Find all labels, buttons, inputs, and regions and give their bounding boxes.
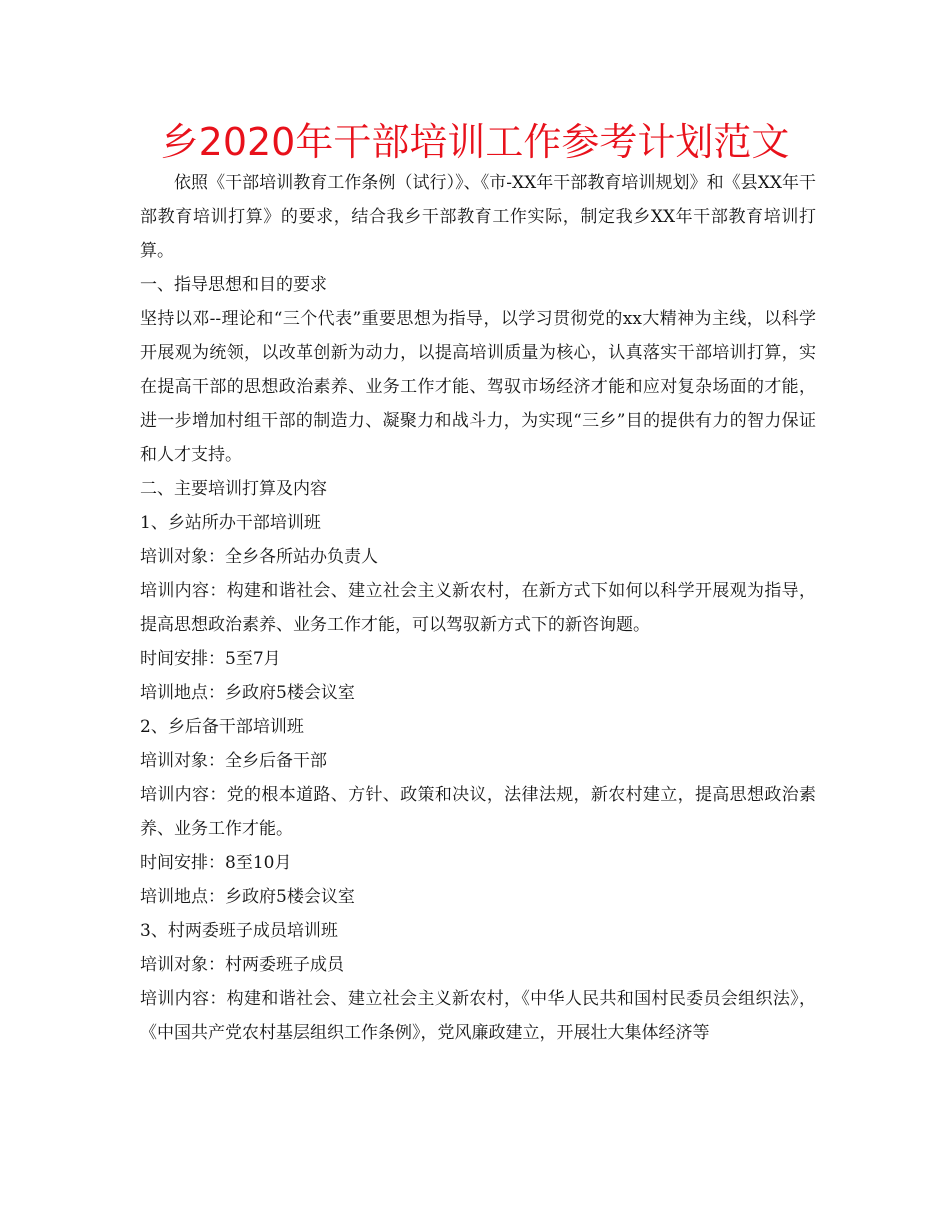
guiding-thought-paragraph: 坚持以邓--理论和“三个代表”重要思想为指导，以学习贯彻党的xx大精神为主线，以科学开展观为统领，以改革创新为动力，以提高培训质量为核心，认真落实干部培训打算，实在提高干部的思想政治素养、业务工作才能、驾驭市场经济才能和应对复杂场面的才能，进一步增加村组干部的制造力、凝聚力和战斗力，为实现“三乡”目的提供有力的智力保证和人才支持。 bbox=[140, 309, 816, 465]
intro-paragraph: 依照《干部培训教育工作条例（试行）》、《市-XX年干部教育培训规划》和《县XX年干部教育培训打算》的要求，结合我乡干部教育工作实际，制定我乡XX年干部教育培训打算。 bbox=[140, 173, 816, 261]
subheading-station-cadre-class: 1、乡站所办干部培训班 bbox=[140, 513, 321, 533]
section-heading-training-plan: 二、主要培训打算及内容 bbox=[140, 479, 327, 499]
training-target-line: 培训对象：村两委班子成员 bbox=[140, 955, 344, 975]
training-target-line: 培训对象：全乡各所站办负责人 bbox=[140, 547, 378, 567]
training-location-line: 培训地点：乡政府5楼会议室 bbox=[140, 683, 355, 703]
training-content-paragraph: 培训内容：构建和谐社会、建立社会主义新农村，《中华人民共和国村民委员会组织法》，《中国共产党农村基层组织工作条例》，党风廉政建立，开展壮大集体经济等 bbox=[140, 989, 816, 1043]
training-location-line: 培训地点：乡政府5楼会议室 bbox=[140, 887, 355, 907]
training-target-line: 培训对象：全乡后备干部 bbox=[140, 751, 327, 771]
document-title: 乡2020年干部培训工作参考计划范文 bbox=[160, 120, 790, 164]
training-content-paragraph: 培训内容：党的根本道路、方针、政策和决议，法律法规，新农村建立，提高思想政治素养、业务工作才能。 bbox=[140, 785, 816, 839]
time-schedule-line: 时间安排：8至10月 bbox=[140, 853, 292, 873]
time-schedule-line: 时间安排：5至7月 bbox=[140, 649, 281, 669]
document-body bbox=[140, 166, 816, 1050]
subheading-reserve-cadre-class: 2、乡后备干部培训班 bbox=[140, 717, 304, 737]
subheading-village-committee-class: 3、村两委班子成员培训班 bbox=[140, 921, 338, 941]
training-content-paragraph: 培训内容：构建和谐社会、建立社会主义新农村，在新方式下如何以科学开展观为指导，提高思想政治素养、业务工作才能，可以驾驭新方式下的新咨询题。 bbox=[140, 581, 816, 635]
section-heading-guiding-thought: 一、指导思想和目的要求 bbox=[140, 275, 327, 295]
